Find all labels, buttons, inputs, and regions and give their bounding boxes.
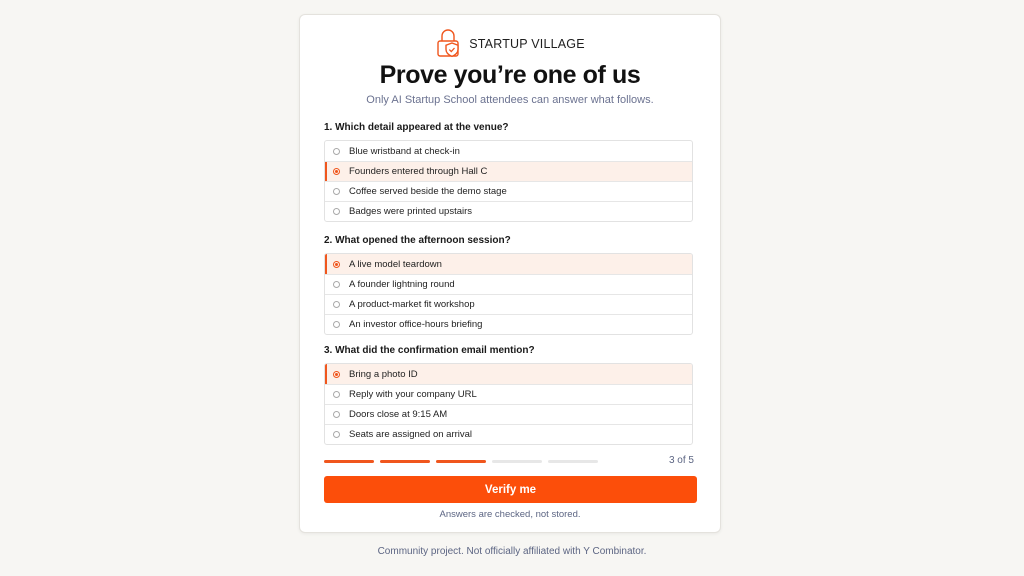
option[interactable] [325,404,692,424]
lock-shield-icon [435,29,463,59]
brand [300,29,720,59]
options-list [324,363,693,445]
radio-icon [333,208,340,215]
option-label: Reply with your company URL [349,389,477,400]
verify-button[interactable]: Verify me [324,476,697,503]
option[interactable] [325,384,692,404]
option-label: A founder lightning round [349,279,455,290]
radio-icon [333,321,340,328]
option-selected[interactable] [325,364,692,384]
radio-selected-icon [333,371,340,378]
progress-segment [436,460,486,463]
footer-disclaimer: Community project. Not officially affiliated with Y Combinator. [377,546,647,557]
brand-name: STARTUP VILLAGE [469,37,585,51]
privacy-note: Answers are checked, not stored. [439,509,581,520]
radio-icon [333,148,340,155]
option[interactable] [325,314,692,334]
question-3 [324,345,693,445]
option-selected[interactable] [325,254,692,274]
option-label: A live model teardown [349,258,442,270]
option[interactable] [325,141,692,161]
option-label: Coffee served beside the demo stage [349,186,507,197]
progress-segment [380,460,430,463]
page-subtitle: Only AI Startup School attendees can answer what follows. [366,94,654,106]
page-title: Prove you’re one of us [379,61,641,89]
question-label: 1. Which detail appeared at the venue? [324,122,509,133]
step-count: 3 of 5 [668,455,694,466]
radio-icon [333,281,340,288]
option[interactable] [325,294,692,314]
radio-selected-icon [333,168,340,175]
option[interactable] [325,424,692,444]
option-label: Blue wristband at check-in [349,145,460,157]
progress-bar [324,460,696,464]
radio-selected-icon [333,261,340,268]
option-label: An investor office-hours briefing [349,319,483,330]
question-label: 2. What opened the afternoon session? [324,235,511,246]
option[interactable] [325,201,692,221]
option-selected[interactable] [325,161,692,181]
radio-icon [333,431,340,438]
verification-card [299,14,721,533]
option-label: Founders entered through Hall C [349,166,488,177]
option-label: Seats are assigned on arrival [349,429,473,440]
progress-segment [492,460,542,463]
option-label: A product-market fit workshop [349,299,475,310]
progress-segment [324,460,374,463]
radio-icon [333,301,340,308]
progress-segment [548,460,598,463]
question-2 [324,235,693,335]
option-label: Doors close at 9:15 AM [349,409,448,420]
options-list [324,140,693,222]
option[interactable] [325,181,692,201]
option-label: Badges were printed upstairs [349,206,473,217]
radio-icon [333,391,340,398]
radio-icon [333,188,340,195]
radio-icon [333,411,340,418]
option-label: Bring a photo ID [349,368,418,380]
question-1 [324,122,693,222]
option[interactable] [325,274,692,294]
question-label: 3. What did the confirmation email mention? [324,345,535,356]
options-list [324,253,693,335]
